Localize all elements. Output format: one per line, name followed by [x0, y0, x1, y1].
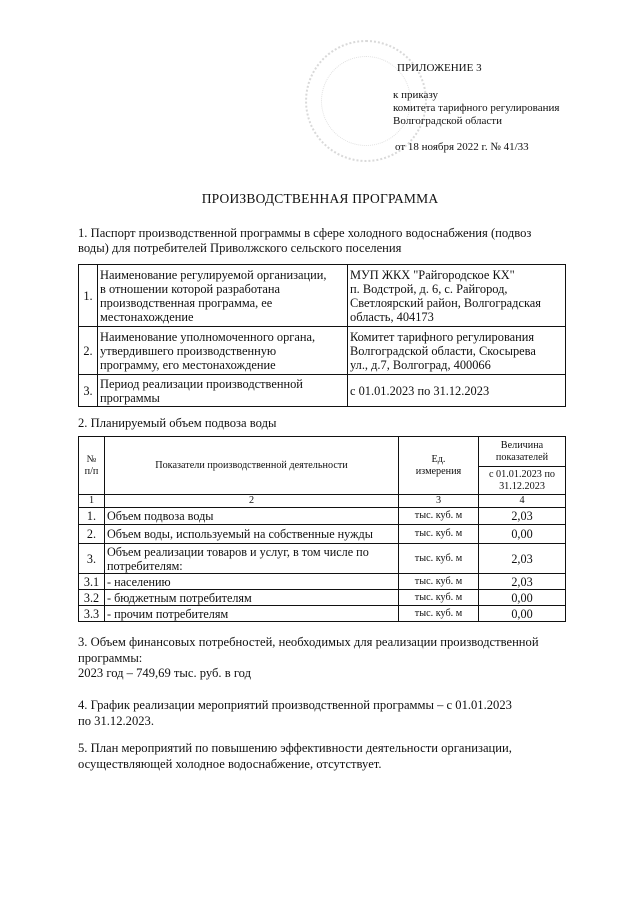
row-indicator: - населению — [105, 574, 399, 590]
section3-line-3: 2023 год – 749,69 тыс. руб. в год — [78, 666, 252, 680]
row-indicator: - бюджетным потребителям — [105, 590, 399, 606]
section5-line-2: осуществляющей холодное водоснабжение, отсутствует. — [78, 757, 382, 771]
table-header-row — [79, 437, 566, 467]
row-number: 3.3 — [79, 606, 105, 622]
page-title: ПРОИЗВОДСТВЕННАЯ ПРОГРАММА — [201, 191, 439, 206]
order-label: к приказу — [393, 89, 439, 101]
row-value: МУП ЖКХ "Райгородское КХ" п. Водстрой, д. 6, с. Райгород, Светлоярский район, Волгоградская область, 404173 — [348, 265, 566, 327]
table-row — [79, 574, 566, 590]
section4-line-2: по 31.12.2023. — [78, 714, 155, 728]
row-value: 2,03 — [479, 508, 566, 525]
row-unit: тыс. куб. м — [399, 606, 479, 622]
table-row — [79, 265, 566, 327]
row-value: 2,03 — [479, 574, 566, 590]
row-value: с 01.01.2023 по 31.12.2023 — [348, 375, 566, 407]
row-label: Период реализации производственной программы — [98, 375, 348, 407]
section2-heading: 2. Планируемый объем подвоза воды — [78, 416, 277, 430]
row-indicator: Объем реализации товаров и услуг, в том числе по потребителям: — [105, 544, 399, 574]
col-header-value: Величина показателей — [479, 437, 566, 467]
row-number: 1. — [79, 508, 105, 525]
row-number: 3.2 — [79, 590, 105, 606]
row-indicator: Объем подвоза воды — [105, 508, 399, 525]
row-value: 2,03 — [479, 544, 566, 574]
table-row — [79, 375, 566, 407]
table-row — [79, 606, 566, 622]
section3-line-1: 3. Объем финансовых потребностей, необходимых для реализации производственной — [78, 635, 539, 649]
section3-line-2: программы: — [78, 651, 143, 665]
row-number: 1. — [79, 265, 98, 327]
row-label: Наименование уполномоченного органа, утвердившего производственную программу, его местонахождение — [98, 327, 348, 375]
col-header-period: с 01.01.2023 по 31.12.2023 — [479, 467, 566, 495]
appendix-label: ПРИЛОЖЕНИЕ 3 — [397, 62, 482, 74]
row-value: 0,00 — [479, 606, 566, 622]
row-number: 2. — [79, 327, 98, 375]
col-header-indicator: Показатели производственной деятельности — [105, 437, 399, 495]
index-cell: 1 — [79, 495, 105, 508]
row-unit: тыс. куб. м — [399, 590, 479, 606]
row-value: Комитет тарифного регулирования Волгоградской области, Скосырева ул., д.7, Волгоград, 400066 — [348, 327, 566, 375]
row-number: 3. — [79, 544, 105, 574]
order-reference: от 18 ноября 2022 г. № 41/33 — [395, 141, 529, 153]
index-row — [79, 495, 566, 508]
table-row — [79, 590, 566, 606]
index-cell: 4 — [479, 495, 566, 508]
index-cell: 3 — [399, 495, 479, 508]
row-unit: тыс. куб. м — [399, 574, 479, 590]
committee-line-1: комитета тарифного регулирования — [393, 102, 560, 114]
row-unit: тыс. куб. м — [399, 525, 479, 544]
row-label: Наименование регулируемой организации, в отношении которой разработана производственная программа, ее местонахождение — [98, 265, 348, 327]
table-row — [79, 508, 566, 525]
row-unit: тыс. куб. м — [399, 508, 479, 525]
table-row — [79, 525, 566, 544]
section5-line-1: 5. План мероприятий по повышению эффективности деятельности организации, — [78, 741, 512, 755]
row-unit: тыс. куб. м — [399, 544, 479, 574]
section1-heading-line-1: 1. Паспорт производственной программы в сфере холодного водоснабжения (подвоз — [78, 226, 532, 240]
passport-table — [78, 264, 566, 407]
row-indicator: Объем воды, используемый на собственные нужды — [105, 525, 399, 544]
table-row — [79, 327, 566, 375]
col-header-number: № п/п — [79, 437, 105, 495]
row-number: 3. — [79, 375, 98, 407]
committee-line-2: Волгоградской области — [393, 115, 502, 127]
row-number: 2. — [79, 525, 105, 544]
section1-heading-line-2: воды) для потребителей Приволжского сельского поселения — [78, 241, 402, 255]
index-cell: 2 — [105, 495, 399, 508]
col-header-unit: Ед. измерения — [399, 437, 479, 495]
water-volume-table — [78, 436, 566, 622]
table-row — [79, 544, 566, 574]
row-value: 0,00 — [479, 590, 566, 606]
row-indicator: - прочим потребителям — [105, 606, 399, 622]
row-number: 3.1 — [79, 574, 105, 590]
section4-line-1: 4. График реализации мероприятий производственной программы – с 01.01.2023 — [78, 698, 512, 712]
row-value: 0,00 — [479, 525, 566, 544]
